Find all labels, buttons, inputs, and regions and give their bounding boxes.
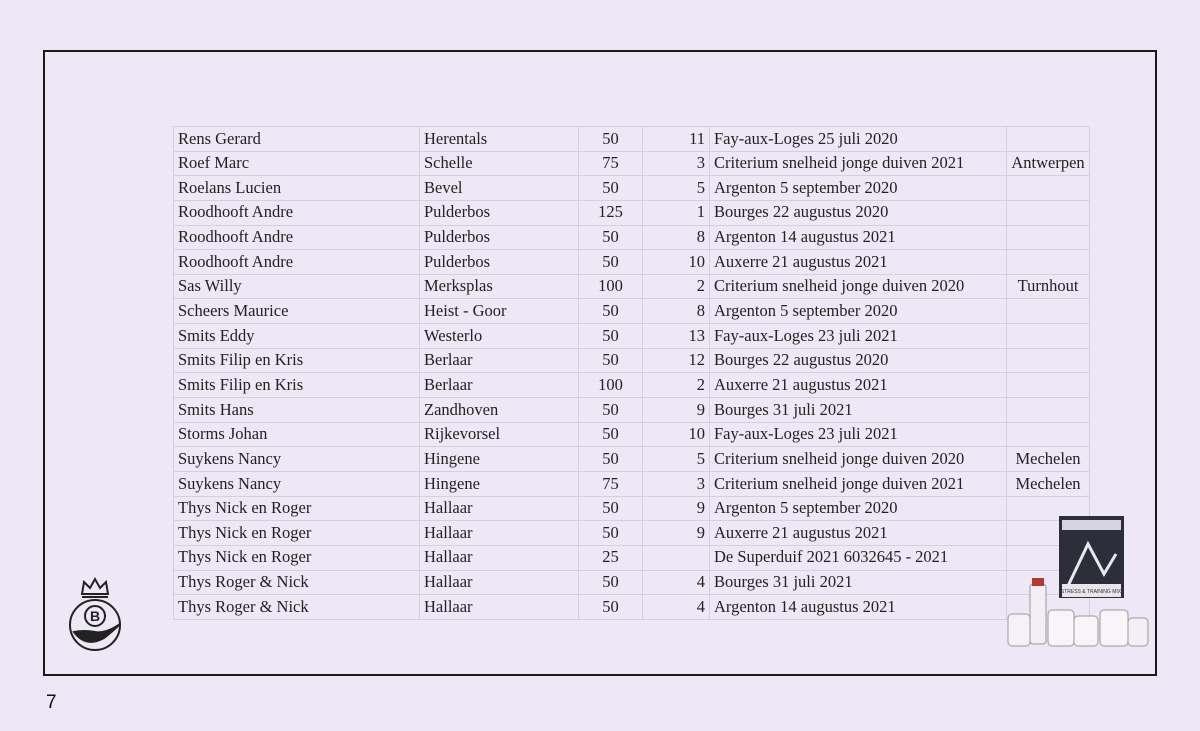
race-cell: Auxerre 21 augustus 2021 bbox=[710, 521, 1007, 546]
region-cell bbox=[1007, 398, 1090, 423]
position-cell: 9 bbox=[643, 398, 710, 423]
name-cell: Thys Nick en Roger bbox=[174, 545, 420, 570]
table-row bbox=[174, 274, 1090, 299]
amount-cell: 50 bbox=[579, 127, 643, 152]
name-cell: Suykens Nancy bbox=[174, 471, 420, 496]
region-cell: Antwerpen bbox=[1007, 151, 1090, 176]
name-cell: Suykens Nancy bbox=[174, 447, 420, 472]
position-cell: 4 bbox=[643, 595, 710, 620]
race-cell: Fay-aux-Loges 23 juli 2021 bbox=[710, 324, 1007, 349]
position-cell: 2 bbox=[643, 373, 710, 398]
name-cell: Roelans Lucien bbox=[174, 176, 420, 201]
race-cell: Criterium snelheid jonge duiven 2020 bbox=[710, 447, 1007, 472]
name-cell: Smits Filip en Kris bbox=[174, 348, 420, 373]
product-box-text: STRESS & TRAINING MIX bbox=[1060, 589, 1122, 595]
table-row bbox=[174, 471, 1090, 496]
amount-cell: 50 bbox=[579, 299, 643, 324]
amount-cell: 50 bbox=[579, 398, 643, 423]
race-cell: Auxerre 21 augustus 2021 bbox=[710, 250, 1007, 275]
table-row bbox=[174, 348, 1090, 373]
place-cell: Heist - Goor bbox=[420, 299, 579, 324]
region-cell bbox=[1007, 299, 1090, 324]
name-cell: Thys Nick en Roger bbox=[174, 521, 420, 546]
race-cell: Bourges 22 augustus 2020 bbox=[710, 348, 1007, 373]
table-row bbox=[174, 545, 1090, 570]
amount-cell: 125 bbox=[579, 200, 643, 225]
table-row bbox=[174, 496, 1090, 521]
position-cell: 3 bbox=[643, 471, 710, 496]
table-row bbox=[174, 447, 1090, 472]
name-cell: Thys Roger & Nick bbox=[174, 570, 420, 595]
place-cell: Hingene bbox=[420, 471, 579, 496]
name-cell: Storms Johan bbox=[174, 422, 420, 447]
table-row bbox=[174, 373, 1090, 398]
position-cell: 1 bbox=[643, 200, 710, 225]
name-cell: Thys Roger & Nick bbox=[174, 595, 420, 620]
table-row bbox=[174, 521, 1090, 546]
region-cell bbox=[1007, 225, 1090, 250]
name-cell: Sas Willy bbox=[174, 274, 420, 299]
place-cell: Pulderbos bbox=[420, 250, 579, 275]
position-cell: 13 bbox=[643, 324, 710, 349]
position-cell: 2 bbox=[643, 274, 710, 299]
amount-cell: 25 bbox=[579, 545, 643, 570]
race-cell: Criterium snelheid jonge duiven 2021 bbox=[710, 151, 1007, 176]
name-cell: Smits Filip en Kris bbox=[174, 373, 420, 398]
position-cell: 9 bbox=[643, 521, 710, 546]
place-cell: Merksplas bbox=[420, 274, 579, 299]
region-cell bbox=[1007, 324, 1090, 349]
table-row bbox=[174, 176, 1090, 201]
region-cell bbox=[1007, 200, 1090, 225]
region-cell bbox=[1007, 373, 1090, 398]
race-cell: Fay-aux-Loges 25 juli 2020 bbox=[710, 127, 1007, 152]
amount-cell: 50 bbox=[579, 250, 643, 275]
place-cell: Hallaar bbox=[420, 595, 579, 620]
place-cell: Hallaar bbox=[420, 570, 579, 595]
place-cell: Bevel bbox=[420, 176, 579, 201]
table-row bbox=[174, 151, 1090, 176]
region-cell: Mechelen bbox=[1007, 471, 1090, 496]
position-cell: 8 bbox=[643, 299, 710, 324]
place-cell: Berlaar bbox=[420, 348, 579, 373]
table-row bbox=[174, 570, 1090, 595]
position-cell: 10 bbox=[643, 422, 710, 447]
race-cell: Argenton 5 september 2020 bbox=[710, 496, 1007, 521]
table-row bbox=[174, 127, 1090, 152]
race-cell: Criterium snelheid jonge duiven 2020 bbox=[710, 274, 1007, 299]
place-cell: Berlaar bbox=[420, 373, 579, 398]
amount-cell: 50 bbox=[579, 348, 643, 373]
place-cell: Hallaar bbox=[420, 545, 579, 570]
position-cell: 3 bbox=[643, 151, 710, 176]
place-cell: Herentals bbox=[420, 127, 579, 152]
crowned-b-pigeon-emblem-icon bbox=[62, 574, 128, 654]
table-row bbox=[174, 250, 1090, 275]
table-row bbox=[174, 225, 1090, 250]
race-cell: Argenton 5 september 2020 bbox=[710, 299, 1007, 324]
race-cell: Argenton 5 september 2020 bbox=[710, 176, 1007, 201]
region-cell bbox=[1007, 176, 1090, 201]
name-cell: Thys Nick en Roger bbox=[174, 496, 420, 521]
place-cell: Hallaar bbox=[420, 521, 579, 546]
amount-cell: 50 bbox=[579, 595, 643, 620]
amount-cell: 75 bbox=[579, 151, 643, 176]
amount-cell: 50 bbox=[579, 176, 643, 201]
table-row bbox=[174, 595, 1090, 620]
name-cell: Smits Hans bbox=[174, 398, 420, 423]
table-row bbox=[174, 324, 1090, 349]
position-cell bbox=[643, 545, 710, 570]
race-cell: Auxerre 21 augustus 2021 bbox=[710, 373, 1007, 398]
race-cell: Bourges 31 juli 2021 bbox=[710, 570, 1007, 595]
page-number: 7 bbox=[46, 692, 57, 713]
race-cell: De Superduif 2021 6032645 - 2021 bbox=[710, 545, 1007, 570]
race-cell: Argenton 14 augustus 2021 bbox=[710, 225, 1007, 250]
place-cell: Pulderbos bbox=[420, 225, 579, 250]
position-cell: 5 bbox=[643, 176, 710, 201]
amount-cell: 75 bbox=[579, 471, 643, 496]
amount-cell: 50 bbox=[579, 570, 643, 595]
place-cell: Westerlo bbox=[420, 324, 579, 349]
place-cell: Pulderbos bbox=[420, 200, 579, 225]
table-row bbox=[174, 422, 1090, 447]
table-row bbox=[174, 299, 1090, 324]
results-table-body bbox=[174, 127, 1090, 620]
table-row bbox=[174, 398, 1090, 423]
position-cell: 11 bbox=[643, 127, 710, 152]
amount-cell: 50 bbox=[579, 225, 643, 250]
region-cell: Mechelen bbox=[1007, 447, 1090, 472]
race-cell: Fay-aux-Loges 23 juli 2021 bbox=[710, 422, 1007, 447]
place-cell: Hingene bbox=[420, 447, 579, 472]
name-cell: Roef Marc bbox=[174, 151, 420, 176]
position-cell: 10 bbox=[643, 250, 710, 275]
position-cell: 8 bbox=[643, 225, 710, 250]
amount-cell: 50 bbox=[579, 447, 643, 472]
region-cell bbox=[1007, 127, 1090, 152]
amount-cell: 50 bbox=[579, 324, 643, 349]
amount-cell: 100 bbox=[579, 373, 643, 398]
race-cell: Argenton 14 augustus 2021 bbox=[710, 595, 1007, 620]
race-cell: Criterium snelheid jonge duiven 2021 bbox=[710, 471, 1007, 496]
position-cell: 5 bbox=[643, 447, 710, 472]
amount-cell: 50 bbox=[579, 496, 643, 521]
position-cell: 9 bbox=[643, 496, 710, 521]
place-cell: Zandhoven bbox=[420, 398, 579, 423]
results-table bbox=[173, 126, 1090, 620]
race-cell: Bourges 22 augustus 2020 bbox=[710, 200, 1007, 225]
name-cell: Roodhooft Andre bbox=[174, 200, 420, 225]
name-cell: Rens Gerard bbox=[174, 127, 420, 152]
place-cell: Rijkevorsel bbox=[420, 422, 579, 447]
position-cell: 4 bbox=[643, 570, 710, 595]
name-cell: Roodhooft Andre bbox=[174, 225, 420, 250]
place-cell: Hallaar bbox=[420, 496, 579, 521]
region-cell: Turnhout bbox=[1007, 274, 1090, 299]
place-cell: Schelle bbox=[420, 151, 579, 176]
amount-cell: 100 bbox=[579, 274, 643, 299]
table-row bbox=[174, 200, 1090, 225]
region-cell bbox=[1007, 348, 1090, 373]
amount-cell: 50 bbox=[579, 521, 643, 546]
race-cell: Bourges 31 juli 2021 bbox=[710, 398, 1007, 423]
name-cell: Roodhooft Andre bbox=[174, 250, 420, 275]
svg-text:B: B bbox=[89, 608, 101, 624]
name-cell: Scheers Maurice bbox=[174, 299, 420, 324]
pigeon-supplement-products-image bbox=[1004, 514, 1152, 654]
position-cell: 12 bbox=[643, 348, 710, 373]
region-cell bbox=[1007, 422, 1090, 447]
amount-cell: 50 bbox=[579, 422, 643, 447]
name-cell: Smits Eddy bbox=[174, 324, 420, 349]
region-cell bbox=[1007, 250, 1090, 275]
